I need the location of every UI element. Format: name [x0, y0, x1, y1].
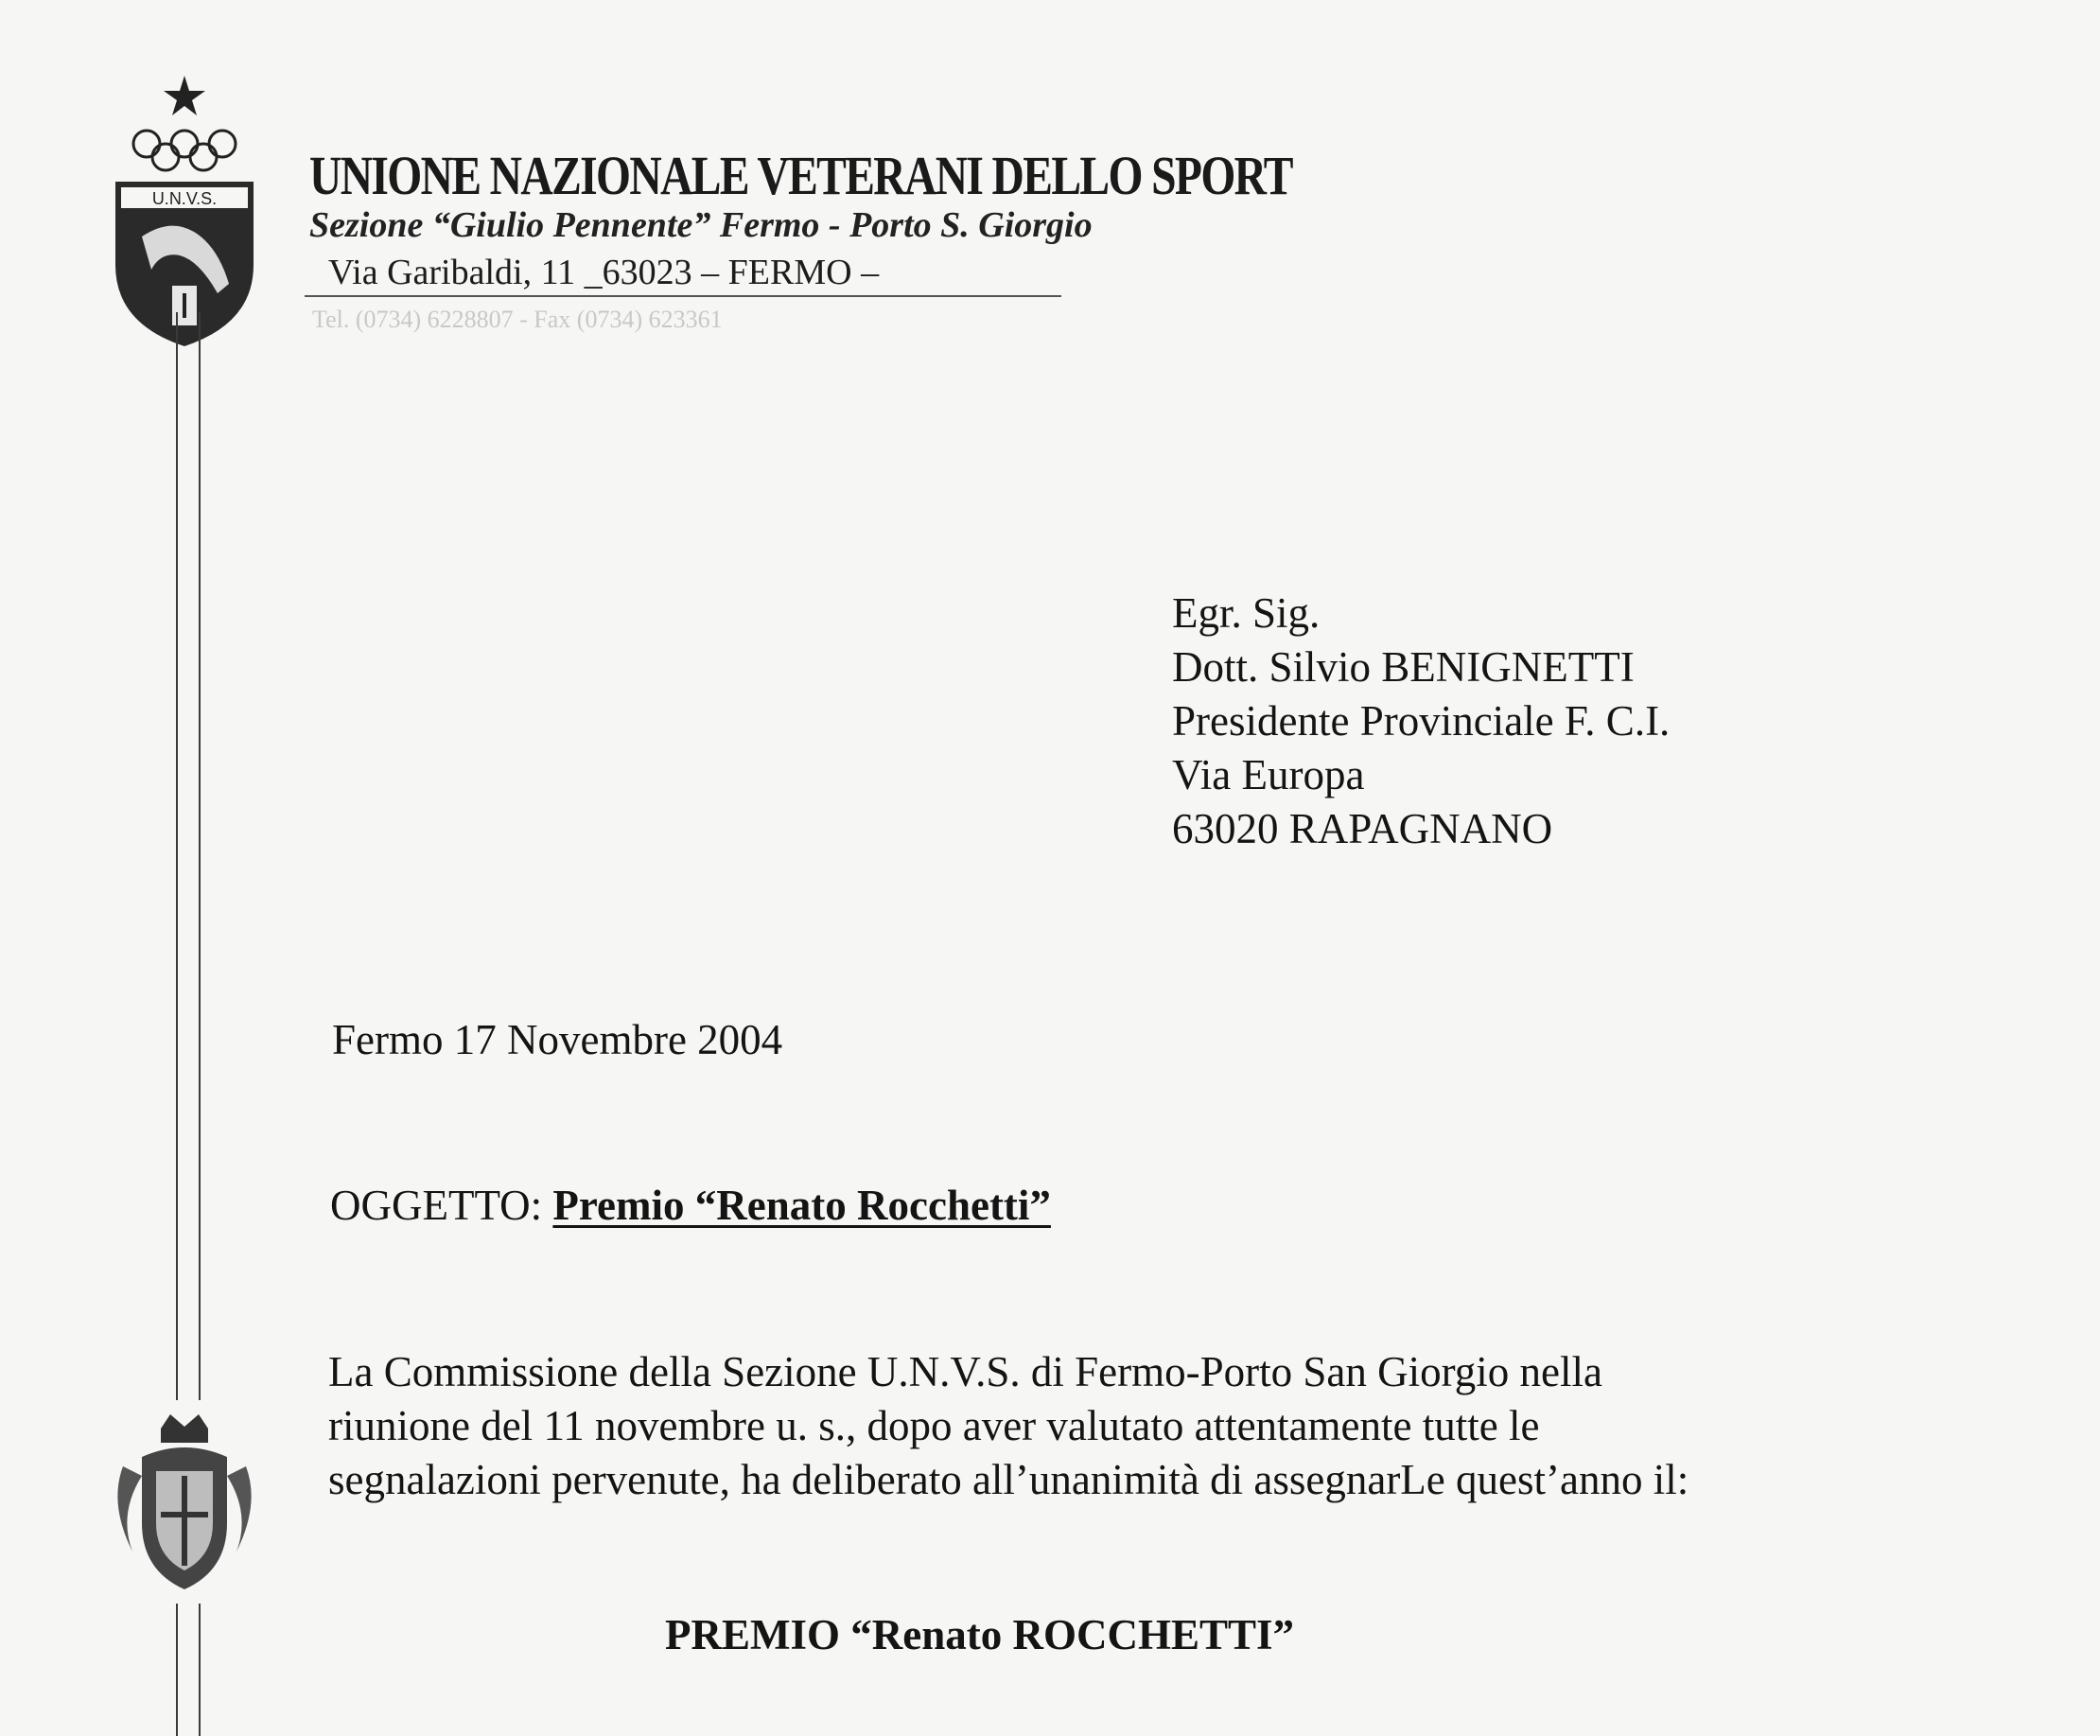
subject-label: OGGETTO:	[330, 1182, 553, 1229]
star-icon	[164, 76, 205, 115]
shield-icon	[115, 182, 254, 346]
recipient-city: 63020 RAPAGNANO	[1172, 805, 1553, 852]
recipient-block	[1172, 587, 1670, 856]
subject-line	[330, 1181, 1051, 1230]
organization-contact: Tel. (0734) 6228807 - Fax (0734) 623361	[312, 306, 723, 333]
organization-address: Via Garibaldi, 11 _63023 – FERMO –	[328, 253, 880, 292]
award-title: PREMIO “Renato ROCCHETTI”	[665, 1611, 1295, 1658]
unvs-emblem-logo	[104, 66, 265, 350]
subject-title: Premio “Renato Rocchetti”	[552, 1182, 1051, 1229]
svg-text:U.N.V.S.: U.N.V.S.	[151, 189, 218, 208]
organization-section: Sezione “Giulio Pennente” Fermo - Porto S. Giorgio	[309, 205, 1093, 245]
left-margin-rule	[176, 312, 178, 1400]
letter-body	[328, 1345, 2031, 1507]
body-line: La Commissione della Sezione U.N.V.S. di Fermo-Porto San Giorgio nella	[328, 1348, 1602, 1395]
left-margin-rule	[199, 312, 201, 1400]
left-margin-rule	[176, 1604, 178, 1736]
coat-of-arms-icon	[104, 1410, 265, 1599]
body-line: segnalazioni pervenute, ha deliberato all’unanimità di assegnarLe quest’anno il:	[328, 1456, 1689, 1503]
olympic-rings-icon	[133, 131, 236, 170]
letter-date: Fermo 17 Novembre 2004	[332, 1016, 783, 1063]
recipient-salutation: Egr. Sig.	[1172, 589, 1321, 637]
address-underline	[305, 295, 1061, 297]
left-margin-rule	[199, 1604, 201, 1736]
body-line: riunione del 11 novembre u. s., dopo aver valutato attentamente tutte le	[328, 1402, 1540, 1449]
recipient-title: Presidente Provinciale F. C.I.	[1172, 697, 1671, 745]
recipient-name: Dott. Silvio BENIGNETTI	[1172, 643, 1635, 691]
recipient-street: Via Europa	[1172, 751, 1365, 798]
organization-name: UNIONE NAZIONALE VETERANI DELLO SPORT	[309, 145, 1292, 206]
